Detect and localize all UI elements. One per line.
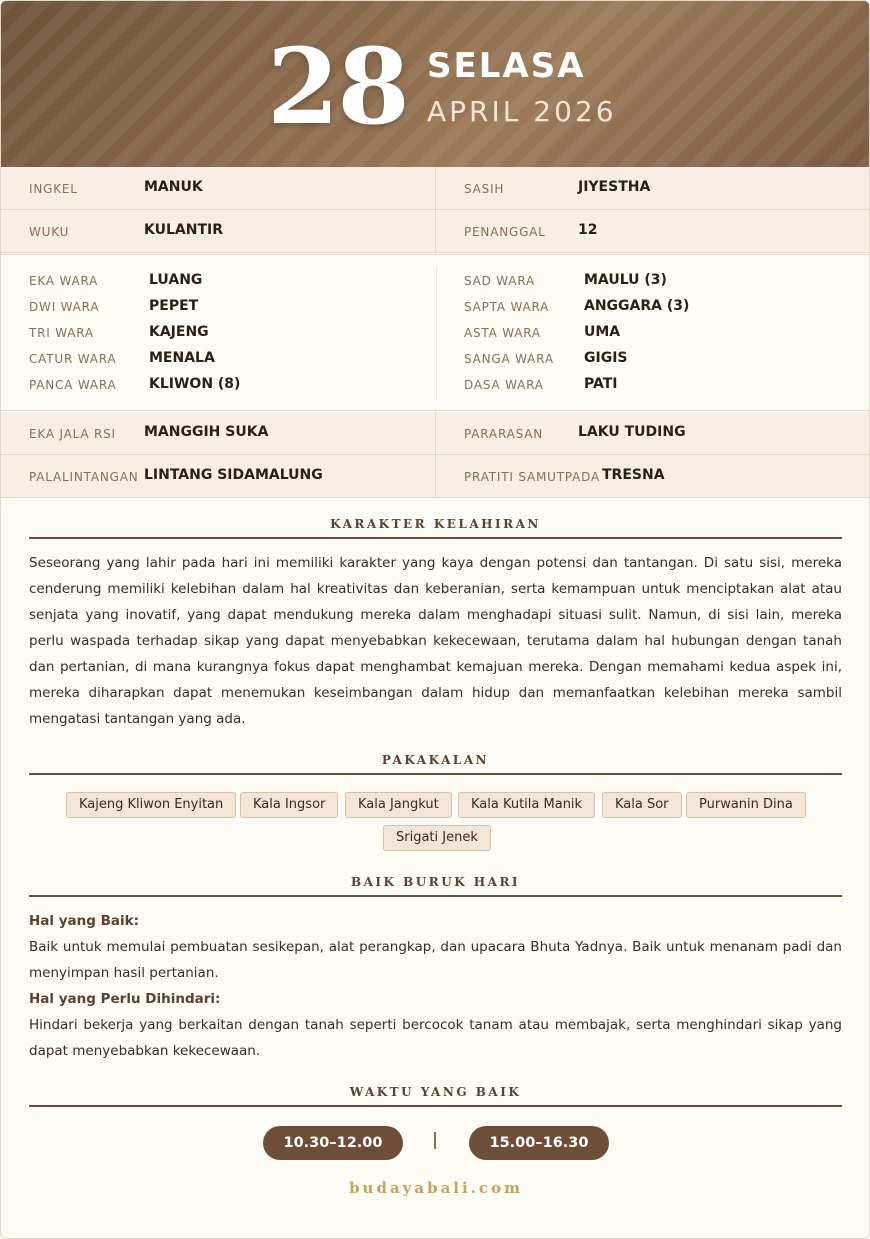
good-text: Baik untuk memulai pembuatan sesikepan, alat perangkap, dan upacara Bhuta Yadnya. Baik untuk menanam padi dan menyimpan hasil pertanian.	[29, 939, 842, 981]
pratiti-samutpada-label: PRATITI SAMUTPADA	[464, 470, 600, 484]
avoid-text: Hindari bekerja yang berkaitan dengan tanah seperti bercocok tanam atau membajak, serta menghindari sikap yang dapat menyebabkan kekecewaan.	[29, 1017, 842, 1059]
section-divider	[29, 773, 842, 775]
wara-label: DWI WARA	[29, 300, 100, 314]
waktu-title: WAKTU YANG BAIK	[349, 1085, 522, 1099]
pratiti-samutpada-cell	[436, 455, 870, 497]
wara-value: PEPET	[149, 298, 199, 314]
wara-item	[1, 268, 436, 294]
penanggal-value: 12	[578, 222, 598, 238]
pakakalan-chip: Kala Kutila Manik	[458, 792, 595, 818]
month-year: APRIL 2026	[427, 95, 617, 128]
eka-jala-rsi-cell	[1, 412, 436, 454]
info-row-ekajala-pararasan	[1, 412, 870, 455]
ingkel-cell	[1, 167, 436, 209]
wara-item	[436, 268, 870, 294]
wuku-value: KULANTIR	[144, 222, 223, 238]
time-separator	[434, 1132, 436, 1149]
sasih-cell	[436, 167, 870, 209]
ingkel-label: INGKEL	[29, 182, 78, 196]
time-slot: 10.30–12.00	[263, 1126, 403, 1160]
ingkel-value: MANUK	[144, 179, 203, 195]
avoid-heading: Hal yang Perlu Dihindari:	[29, 991, 221, 1007]
karakter-title: KARAKTER KELAHIRAN	[330, 517, 541, 531]
pratiti-samutpada-value: TRESNA	[602, 467, 665, 483]
palalintangan-value: LINTANG SIDAMALUNG	[144, 467, 323, 483]
wara-value: MAULU (3)	[584, 272, 667, 288]
wara-label: ASTA WARA	[464, 326, 541, 340]
wara-label: DASA WARA	[464, 378, 544, 392]
wara-item	[1, 346, 436, 372]
date-header	[1, 1, 870, 167]
wara-item	[436, 346, 870, 372]
pakakalan-title: PAKAKALAN	[381, 753, 490, 767]
wara-label: SAD WARA	[464, 274, 535, 288]
section-divider	[29, 895, 842, 897]
wara-item	[1, 294, 436, 320]
eka-jala-rsi-label: EKA JALA RSI	[29, 427, 116, 441]
baik-buruk-title: BAIK BURUK HARI	[350, 875, 521, 889]
site-footer: budayabali.com	[349, 1179, 523, 1197]
section-divider	[29, 1105, 842, 1107]
wuku-label: WUKU	[29, 225, 70, 239]
penanggal-cell	[436, 210, 870, 252]
info-row-palalintangan-pratiti	[1, 455, 870, 498]
wara-label: SAPTA WARA	[464, 300, 550, 314]
pakakalan-chip: Kala Jangkut	[345, 792, 452, 818]
penanggal-label: PENANGGAL	[464, 225, 546, 239]
wara-item	[1, 320, 436, 346]
day-name: SELASA	[427, 46, 586, 86]
wara-label: EKA WARA	[29, 274, 99, 288]
pakakalan-chip: Kajeng Kliwon Enyitan	[66, 792, 236, 818]
section-divider	[29, 537, 842, 539]
eka-jala-rsi-value: MANGGIH SUKA	[144, 424, 269, 440]
wara-value: LUANG	[149, 272, 203, 288]
pakakalan-chip: Purwanin Dina	[686, 792, 806, 818]
wara-value: UMA	[584, 324, 621, 340]
wara-label: TRI WARA	[29, 326, 94, 340]
sasih-label: SASIH	[464, 182, 505, 196]
wara-item	[436, 320, 870, 346]
info-row-wuku-penanggal	[1, 210, 870, 253]
wuku-cell	[1, 210, 436, 252]
wara-label: PANCA WARA	[29, 378, 117, 392]
pararasan-value: LAKU TUDING	[578, 424, 686, 440]
wara-grid	[1, 254, 870, 411]
wara-item	[1, 372, 436, 398]
palalintangan-label: PALALINTANGAN	[29, 470, 139, 484]
wara-value: PATI	[584, 376, 618, 392]
day-number: 28	[267, 25, 408, 148]
pararasan-cell	[436, 412, 870, 454]
time-slot: 15.00–16.30	[469, 1126, 609, 1160]
wara-value: MENALA	[149, 350, 215, 366]
good-heading: Hal yang Baik:	[29, 913, 140, 929]
wara-item	[436, 294, 870, 320]
wara-item	[436, 372, 870, 398]
pakakalan-chip: Kala Sor	[602, 792, 682, 818]
wara-value: KAJENG	[149, 324, 209, 340]
karakter-text: Seseorang yang lahir pada hari ini memiliki karakter yang kaya dengan potensi dan tantangan. Di satu sisi, mereka cenderung memiliki kelebihan dalam hal kreativitas dan keberanian, serta kemampuan untuk menciptakan alat atau senjata yang inovatif, yang dapat mendukung mereka dalam menghadapi situasi sulit. Namun, di sisi lain, mereka perlu waspada terhadap sikap yang dapat menyebabkan kekecewaan, terutama dalam hal hubungan dengan tanah dan pertanian, di mana kurangnya fokus dapat menghambat kemajuan mereka. Dengan memahami kedua aspek ini, mereka diharapkan dapat menemukan keseimbangan dalam hidup dan memanfaatkan kelebihan mereka sambil mengatasi tantangan yang ada.	[29, 555, 842, 727]
palalintangan-cell	[1, 455, 436, 497]
wara-value: KLIWON (8)	[149, 376, 241, 392]
sasih-value: JIYESTHA	[578, 179, 651, 195]
info-row-ingkel-sasih	[1, 167, 870, 210]
wara-label: SANGA WARA	[464, 352, 554, 366]
wara-value: GIGIS	[584, 350, 628, 366]
wara-label: CATUR WARA	[29, 352, 117, 366]
pakakalan-chip: Kala Ingsor	[240, 792, 338, 818]
wara-value: ANGGARA (3)	[584, 298, 690, 314]
pakakalan-chip: Srigati Jenek	[383, 825, 491, 851]
pararasan-label: PARARASAN	[464, 427, 544, 441]
